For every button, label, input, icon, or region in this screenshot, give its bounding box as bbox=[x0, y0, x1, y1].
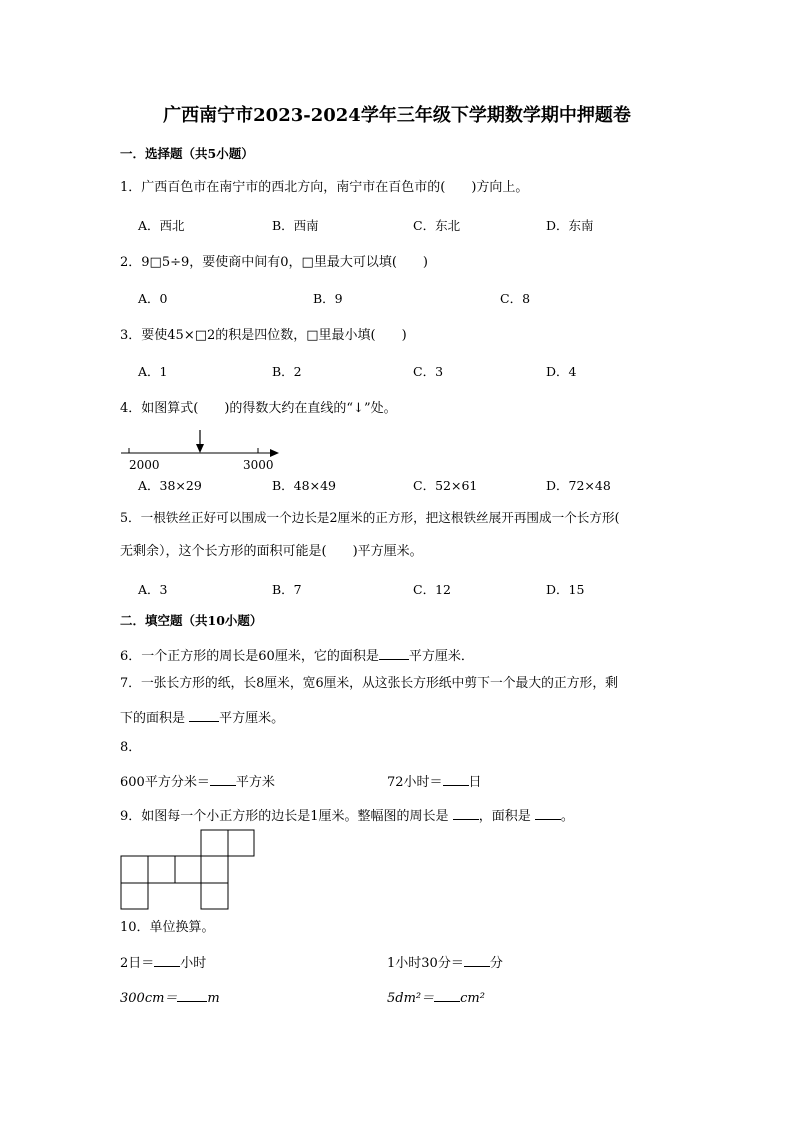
q10-d-pre: 5dm²＝ bbox=[387, 991, 435, 1006]
q3-option-b: B．2 bbox=[272, 364, 302, 379]
q6-text-pre: 6．一个正方形的周长是60厘米，它的面积是 bbox=[120, 649, 379, 664]
q1-option-a: A．西北 bbox=[138, 218, 185, 233]
q10-c-pre: 300cm＝ bbox=[120, 991, 178, 1006]
q10-part-d bbox=[387, 989, 485, 1005]
q10-d-post: cm² bbox=[460, 991, 485, 1006]
q10-c-blank[interactable] bbox=[177, 989, 207, 1002]
question-10-label: 10．单位换算。 bbox=[120, 920, 215, 935]
q1-option-d: D．东南 bbox=[546, 218, 594, 233]
q3-option-a: A．1 bbox=[138, 364, 168, 379]
q4-option-c: C．52×61 bbox=[413, 478, 478, 493]
question-8-label: 8． bbox=[120, 740, 142, 755]
grid-square bbox=[148, 856, 175, 883]
q10-d-blank[interactable] bbox=[434, 989, 460, 1002]
q1-option-b: B．西南 bbox=[272, 218, 319, 233]
q2-option-c: C．8 bbox=[500, 291, 531, 306]
q10-a-post: 小时 bbox=[180, 956, 207, 971]
question-2-text: 2．9□5÷9，要使商中间有0，□里最大可以填( ) bbox=[120, 255, 428, 270]
question-7-line1: 7．一张长方形的纸，长8厘米，宽6厘米，从这张长方形纸中剪下一个最大的正方形，剩 bbox=[120, 676, 618, 691]
q5-option-a: A．3 bbox=[138, 582, 168, 597]
q10-b-post: 分 bbox=[489, 956, 503, 971]
grid-square bbox=[201, 856, 228, 883]
number-line-label-left: 2000 bbox=[129, 458, 160, 472]
question-1-text: 1．广西百色市在南宁市的西北方向，南宁市在百色市的( )方向上。 bbox=[120, 180, 529, 195]
q7-text-post: 平方厘米。 bbox=[219, 711, 285, 726]
q10-b-pre: 1小时30分＝ bbox=[387, 956, 464, 971]
grid-square bbox=[228, 830, 254, 856]
q4-option-a: A．38×29 bbox=[138, 478, 202, 493]
q2-option-a: A．0 bbox=[138, 291, 168, 306]
grid-square bbox=[121, 883, 148, 909]
q5-option-b: B．7 bbox=[272, 582, 302, 597]
question-4-text: 4．如图算式( )的得数大约在直线的“↓”处。 bbox=[120, 401, 397, 416]
q6-text-post: 平方厘米． bbox=[408, 649, 474, 664]
q5-option-c: C．12 bbox=[413, 582, 451, 597]
q4-option-d: D．72×48 bbox=[546, 478, 611, 493]
section-heading-choice: 一．选择题（共5小题） bbox=[120, 146, 254, 161]
q10-c-post: m bbox=[207, 991, 220, 1006]
q9-text-mid: ，面积是 bbox=[478, 809, 535, 824]
grid-square bbox=[175, 856, 201, 883]
q1-option-c: C．东北 bbox=[413, 218, 461, 233]
q8-left-post: 平方米 bbox=[235, 775, 275, 790]
q2-option-b: B．9 bbox=[313, 291, 343, 306]
page-title: 广西南宁市2023-2024学年三年级下学期数学期中押题卷 bbox=[163, 105, 631, 126]
question-5-text-line1: 5．一根铁丝正好可以围成一个边长是2厘米的正方形，把这根铁丝展开再围成一个长方形( bbox=[120, 510, 620, 525]
q8-left-pre: 600平方分米＝ bbox=[120, 775, 210, 790]
q10-part-a bbox=[120, 954, 206, 970]
question-5-text-line2: 无剩余），这个长方形的面积可能是( )平方厘米。 bbox=[120, 544, 423, 559]
q10-a-pre: 2日＝ bbox=[120, 956, 155, 971]
q10-part-c bbox=[120, 989, 220, 1005]
grid-square bbox=[201, 883, 228, 909]
q10-a-blank[interactable] bbox=[154, 954, 180, 967]
number-line-label-right: 3000 bbox=[243, 458, 274, 472]
q4-option-b: B．48×49 bbox=[272, 478, 336, 493]
question-3-text: 3．要使45×□2的积是四位数，□里最小填( ) bbox=[120, 328, 407, 343]
q10-part-b bbox=[387, 954, 503, 970]
q8-right-post: 日 bbox=[468, 775, 482, 790]
q3-option-c: C．3 bbox=[413, 364, 444, 379]
q9-text-pre: 9．如图每一个小正方形的边长是1厘米。整幅图的周长是 bbox=[120, 809, 453, 824]
q10-b-blank[interactable] bbox=[464, 954, 490, 967]
q9-text-post: 。 bbox=[560, 809, 574, 824]
q8-right-pre: 72小时＝ bbox=[387, 775, 443, 790]
grid-square bbox=[121, 856, 148, 883]
grid-square bbox=[201, 830, 228, 856]
q3-option-d: D．4 bbox=[546, 364, 577, 379]
q5-option-d: D．15 bbox=[546, 582, 585, 597]
q7-text-pre: 下的面积是 bbox=[120, 711, 190, 726]
section-heading-fill: 二．填空题（共10小题） bbox=[120, 613, 263, 628]
